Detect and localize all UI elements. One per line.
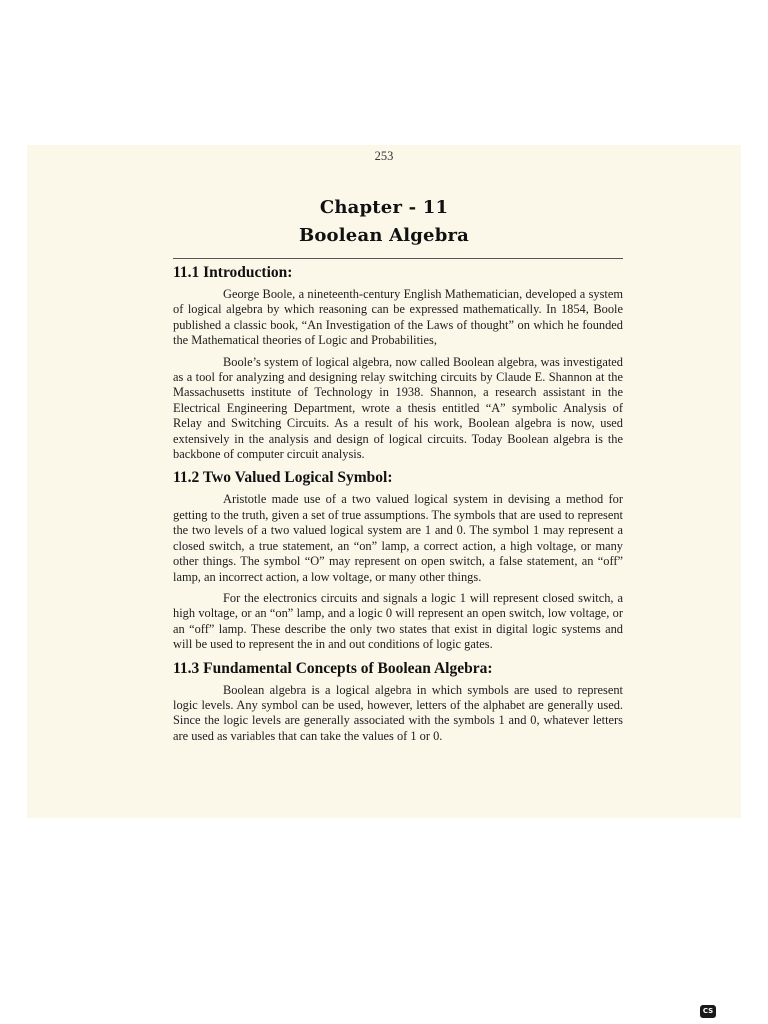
paragraph: For the electronics circuits and signals a logic 1 will represent closed switch, a high voltage, or an “on” lamp, and a logic 0 will represent an open switch, low voltage, or an “off” lamp. These describe the only two states that exist in digital logic systems and will be used to represent the in and out conditions of logic gates. (173, 590, 623, 652)
paragraph: Boolean algebra is a logical algebra in which symbols are used to represent logic levels. Any symbol can be used, however, letters of the alphabet are generally used. Since the logic levels are generally associated with the symbols 1 and 0, whatever letters are used as variables that can take the values of 1 or 0. (173, 682, 623, 743)
document-body (173, 263, 623, 744)
paragraph: George Boole, a nineteenth-century English Mathematician, developed a system of logical algebra by which reasoning can be expressed mathematically. In 1854, Boole published a classic book, “An Investigation of the Laws of thought” on which he founded the Mathematical theories of Logic and Probabilities, (173, 287, 623, 348)
document-page (27, 145, 741, 818)
section-heading-introduction: 11.1 Introduction: (173, 264, 293, 281)
camscanner-logo-icon: CS (700, 1005, 716, 1018)
paragraph: Boole’s system of logical algebra, now called Boolean algebra, was investigated as a tool for analyzing and designing relay switching circuits by Claude E. Shannon at the Massachusetts institute of Technology in 1938. Shannon, a research assistant in the Electrical Engineering Department, wrote a thesis entitled “A” symbolic Analysis of Relay and Switching Circuits. As a result of his work, Boolean algebra is now, used extensively in the analysis and design of logical circuits. Today Boolean algebra is the backbone of computer circuit analysis. (173, 354, 623, 462)
paragraph: Aristotle made use of a two valued logical system in devising a method for getting to the truth, given a set of true assumptions. The symbols that are used to represent the two levels of a two valued logical system are 1 and 0. The symbol 1 may represent a closed switch, a true statement, an “on” lamp, a correct action, a high voltage, or many other things. The symbol “O” may represent on open switch, a false statement, an “off” lamp, an incorrect action, a low voltage, or many other things. (173, 492, 623, 584)
title-divider (173, 258, 623, 259)
section-heading-fundamental-concepts: 11.3 Fundamental Concepts of Boolean Algebra: (173, 659, 493, 677)
chapter-number: Chapter - 11 (319, 197, 449, 218)
chapter-title: Boolean Algebra (298, 225, 470, 246)
section-heading-two-valued-logical-symbol: 11.2 Two Valued Logical Symbol: (173, 469, 393, 487)
page-number: 253 (374, 149, 394, 163)
